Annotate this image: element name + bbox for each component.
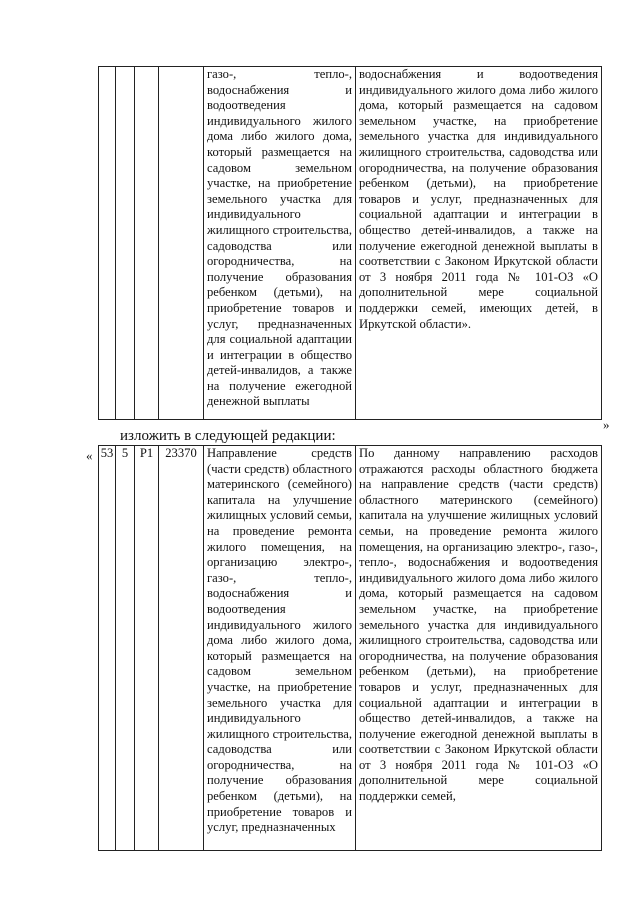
new-edition-table bbox=[98, 445, 602, 851]
code-cell bbox=[116, 67, 135, 420]
comment-cell: По данному направлению расходов отражаются расходы областного бюджета на направление средств (части средств) областного материнского (семейного) капитала на улучшение жилищных условий семьи, на проведение ремонта жилого помещения, на организацию электро-, газо-, тепло-, водоснабжения и водоотведения индивидуального жилого дома либо жилого дома, который размещается на садовом земельном участке, на приобретение земельного участка для индивидуального жилищного строительства, садоводства или огородничества, на получение образования ребенком (детьми), на приобретение товаров и услуг, предназначенных для социальной адаптации и интеграции в общество детей-инвалидов, а также на получение ежегодной денежной выплаты в соответствии с Законом Иркутской области от 3 ноября 2011 года № 101-ОЗ «О дополнительной мере социальной поддержки семей, bbox=[356, 446, 602, 851]
code-cell-3: P1 bbox=[135, 446, 159, 851]
description-cell: газо-, тепло-, водоснабжения и водоотведения индивидуального жилого дома либо жилого дома, который размещается на садовом земельном участке, на приобретение земельного участка для индивидуального жилищного строительства, садоводства или огородничества, на получение образования ребенком (детьми), на приобретение товаров и услуг, предназначенных для социальной адаптации и интеграции в общество детей-инвалидов, а также на получение ежегодной денежной выплаты bbox=[204, 67, 356, 420]
description-cell: Направление средств (части средств) областного материнского (семейного) капитала на улучшение жилищных условий семьи, на проведение ремонта жилого помещения, на организацию электро-, газо-, тепло-, водоснабжения и водоотведения индивидуального жилого дома либо жилого дома, который размещается на садовом земельном участке, на приобретение земельного участка для индивидуального жилищного строительства, садоводства или огородничества, на получение образования ребенком (детьми), на приобретение товаров и услуг, предназначенных bbox=[204, 446, 356, 851]
table-row bbox=[99, 67, 602, 420]
table-row bbox=[99, 446, 602, 851]
closing-quote: » bbox=[603, 417, 610, 432]
code-cell bbox=[135, 67, 159, 420]
code-cell-4: 23370 bbox=[159, 446, 204, 851]
code-cell-2: 5 bbox=[116, 446, 135, 851]
code-cell bbox=[159, 67, 204, 420]
opening-quote: « bbox=[86, 448, 93, 463]
code-cell bbox=[99, 67, 116, 420]
code-cell-1: 53 bbox=[99, 446, 116, 851]
amendment-intro-text: изложить в следующей редакции: bbox=[120, 428, 336, 444]
previous-table-fragment bbox=[98, 66, 602, 420]
comment-cell: водоснабжения и водоотведения индивидуального жилого дома либо жилого дома, который размещается на садовом земельном участке, на приобретение земельного участка для индивидуального жилищного строительства, садоводства или огородничества, на получение образования ребенком (детьми), на приобретение товаров и услуг, предназначенных для социальной адаптации и интеграции в общество детей-инвалидов, а также на получение ежегодной денежной выплаты в соответствии с Законом Иркутской области от 3 ноября 2011 года № 101-ОЗ «О дополнительной мере социальной поддержки семей, имеющих детей, в Иркутской области». bbox=[356, 67, 602, 420]
